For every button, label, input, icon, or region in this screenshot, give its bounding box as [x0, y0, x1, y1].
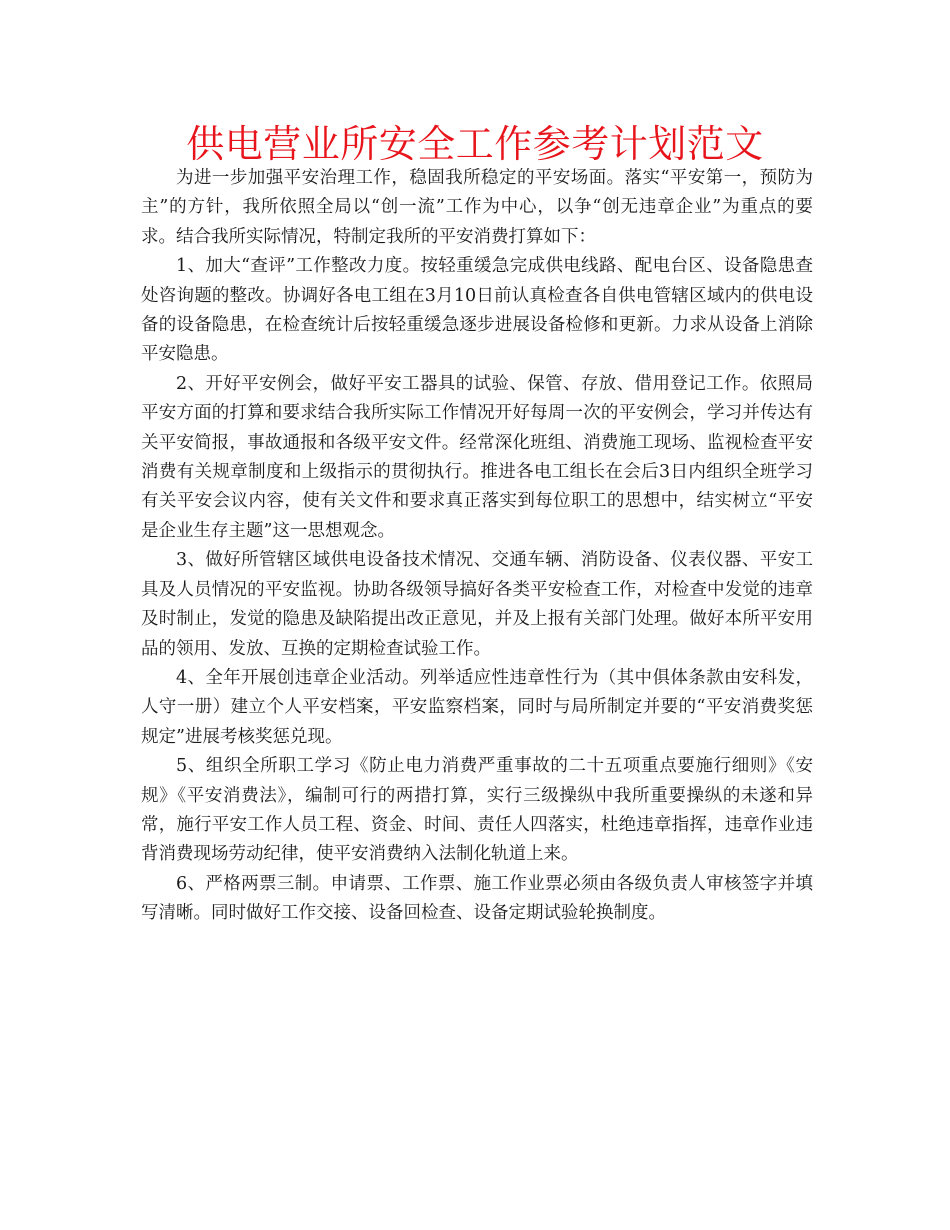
paragraph-item-1: 1、加大“查评”工作整改力度。按轻重缓急完成供电线路、配电台区、设备隐患查处咨询题的整改。协调好各电工组在3月10日前认真检查各自供电管辖区域内的供电设备的设备隐患，在检查统计后按轻重缓急逐步进展设备检修和更新。力求从设备上消除平安隐患。: [141, 256, 813, 365]
paragraph-item-3: 3、做好所管辖区域供电设备技术情况、交通车辆、消防设备、仪表仪器、平安工具及人员情况的平安监视。协助各级领导搞好各类平安检查工作，对检查中发觉的违章及时制止，发觉的隐患及缺陷提出改正意见，并及上报有关部门处理。做好本所平安用品的领用、发放、互换的定期检查试验工作。: [141, 550, 813, 659]
paragraph-intro: 为进一步加强平安治理工作，稳固我所稳定的平安场面。落实“平安第一，预防为主”的方针，我所依照全局以“创一流”工作为中心，以争“创无违章企业”为重点的要求。结合我所实际情况，特制定我所的平安消费打算如下：: [141, 168, 813, 247]
document-title: 供电营业所安全工作参考计划范文: [186, 122, 764, 166]
paragraph-item-4: 4、全年开展创违章企业活动。列举适应性违章性行为（其中俱体条款由安科发，人守一册）建立个人平安档案，平安监察档案，同时与局所制定并要的“平安消费奖惩规定”进展考核奖惩兑现。: [141, 667, 813, 747]
paragraph-item-6: 6、严格两票三制。申请票、工作票、施工作业票必须由各级负责人审核签字并填写清晰。同时做好工作交接、设备回检查、设备定期试验轮换制度。: [141, 873, 813, 924]
document-body: [141, 164, 813, 929]
paragraph-item-5: 5、组织全所职工学习《防止电力消费严重事故的二十五项重点要施行细则》《安规》《平安消费法》，编制可行的两措打算，实行三级操纵中我所重要操纵的未遂和异常，施行平安工作人员工程、资金、时间、责任人四落实，杜绝违章指挥，违章作业违背消费现场劳动纪律，使平安消费纳入法制化轨道上来。: [141, 756, 813, 865]
paragraph-item-2: 2、开好平安例会，做好平安工器具的试验、保管、存放、借用登记工作。依照局平安方面的打算和要求结合我所实际工作情况开好每周一次的平安例会，学习并传达有关平安简报，事故通报和各级平安文件。经常深化班组、消费施工现场、监视检查平安消费有关规章制度和上级指示的贯彻执行。推进各电工组长在会后3日内组织全班学习有关平安会议内容，使有关文件和要求真正落实到每位职工的思想中，结实树立“平安是企业生存主题”这一思想观念。: [141, 373, 813, 541]
